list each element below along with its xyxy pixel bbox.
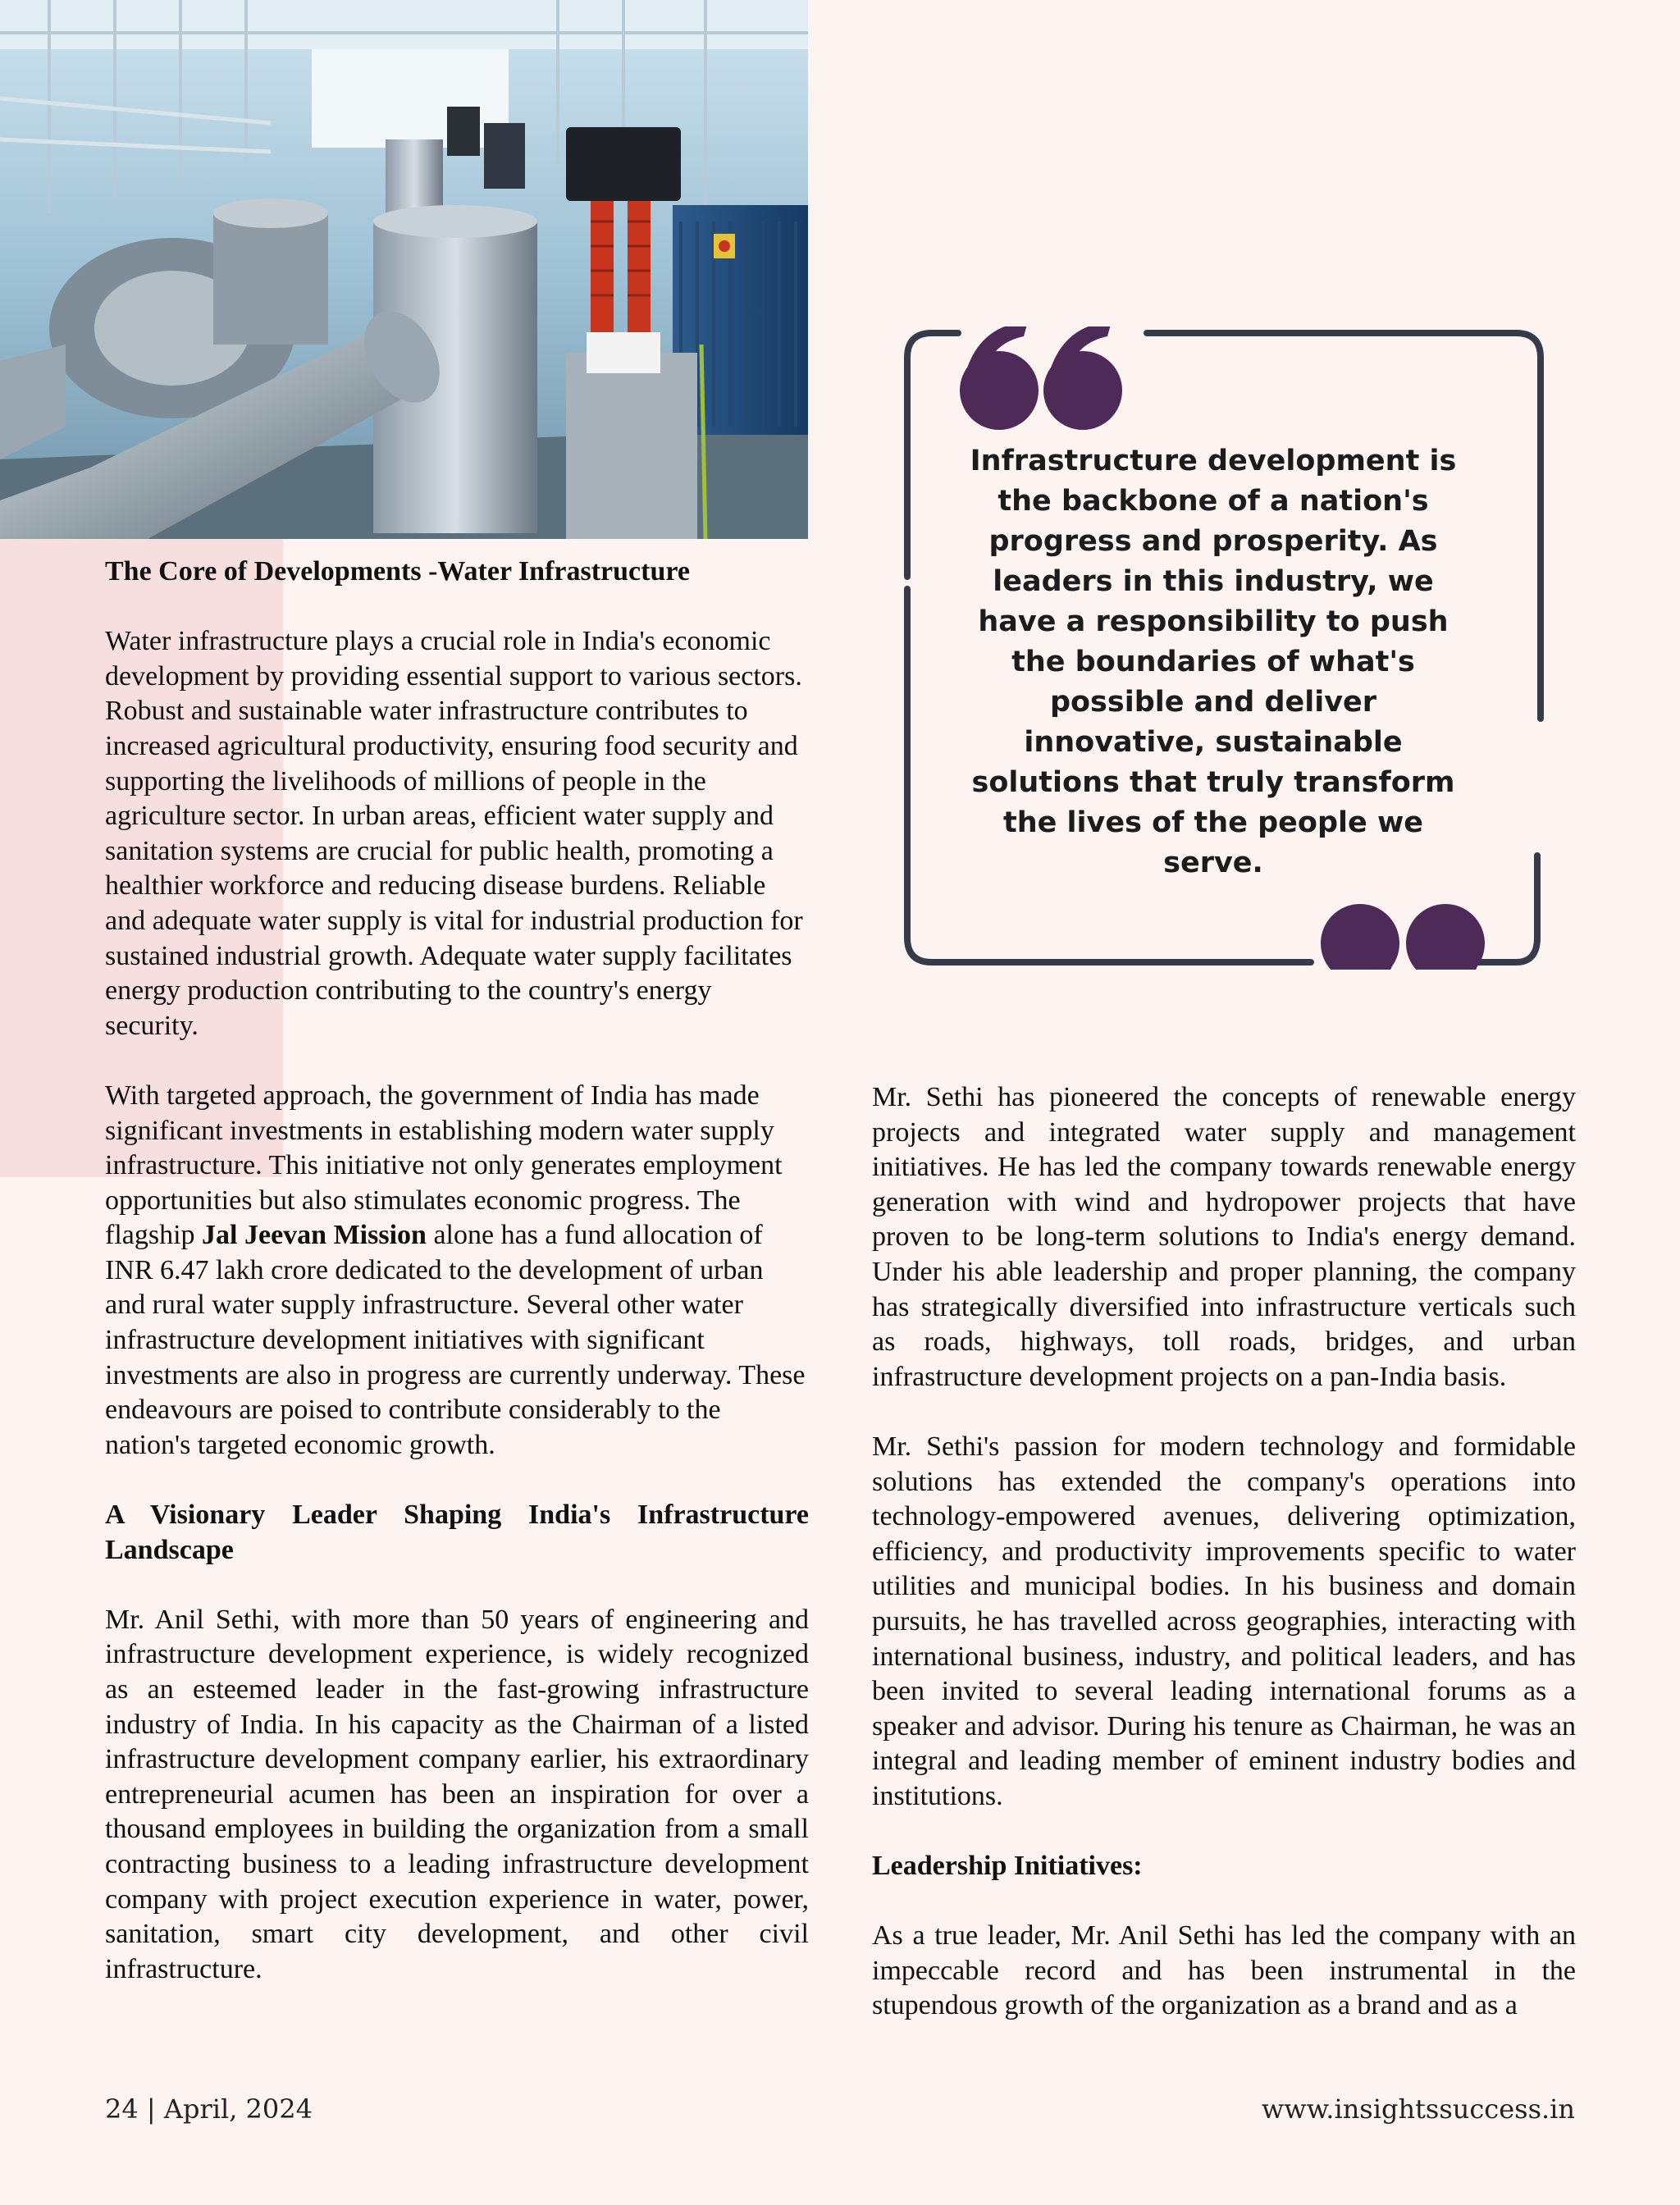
- paragraph-renewable-energy: Mr. Sethi has pioneered the concepts of renewable energy projects and integrated water supply and management initiatives. He has led the company towards renewable energy generation with wind and hydropower projects that have proven to be long-term solutions to India's energy demand. Under his able leadership and proper planning, the company has strategically diversified into infrastructure verticals such as roads, highways, toll roads, bridges, and urban infrastructure development projects on a pan-India basis.: [872, 1082, 1576, 1392]
- heading-visionary-leader: A Visionary Leader Shaping India's Infrastructure Landscape: [105, 1500, 809, 1565]
- jal-jeevan-mission-text: Jal Jeevan Mission: [202, 1220, 427, 1251]
- pull-quote-text: Infrastructure development is the backbone of a nation's progress and prosperity. As leaders in this industry, we have a responsibility to push the boundaries of what's possible and deliver innovative, sustainable solutions that truly transform the lives of the people we serve.: [970, 445, 1457, 879]
- open-quote-icon: [960, 326, 1122, 430]
- footer-page-info: 24 | April, 2024: [105, 2093, 313, 2125]
- paragraph-government-investment-part1: With targeted approach, the government of India has made significant investments in establishing modern water supply infrastructure. This initiative not only generates employment opportunities but also stimulates economic progress. The flagship: [105, 1080, 783, 1251]
- paragraph-modern-technology: Mr. Sethi's passion for modern technology and formidable solutions has extended the company's operations into technology-empowered avenues, delivering optimization, efficiency, and productivity improvements specific to water utilities and municipal bodies. In his business and domain pursuits, he has travelled across geographies, interacting with international business, industry, and political leaders, and has been invited to several leading international forums as a speaker and advisor. During his tenure as Chairman, he was an integral and leading member of eminent industry bodies and institutions.: [872, 1431, 1576, 1811]
- paragraph-water-infrastructure: Water infrastructure plays a crucial role in India's economic development by providing essential support to various sectors. Robust and sustainable water infrastructure contributes to increased agricultural productivity, ensuring food security and supporting the livelihoods of millions of people in the agriculture sector. In urban areas, efficient water supply and sanitation systems are crucial for public health, promoting a healthier workforce and reducing disease burdens. Reliable and adequate water supply is vital for industrial production for sustained industrial growth. Adequate water supply facilitates energy production contributing to the country's energy security.: [105, 626, 803, 1041]
- heading-leadership-initiatives: Leadership Initiatives:: [872, 1851, 1143, 1882]
- footer-website-link[interactable]: www.insightssuccess.in: [1261, 2093, 1575, 2125]
- heading-water-infrastructure: The Core of Developments -Water Infrastructure: [105, 556, 690, 587]
- paragraph-government-investment-part2: alone has a fund allocation of INR 6.47 lakh crore dedicated to the development of urban and rural water supply infrastructure. Several other water infrastructure development initiatives with significant investments are also in progress are currently underway. These endeavours are poised to contribute considerably to the nation's targeted economic growth.: [105, 1220, 806, 1460]
- paragraph-true-leader: As a true leader, Mr. Anil Sethi has led the company with an impeccable record and has been instrumental in the stupendous growth of the organization as a brand and as a: [872, 1920, 1576, 2021]
- left-column: [105, 555, 809, 1987]
- water-pumping-station-photo: [0, 0, 808, 539]
- paragraph-anil-sethi-intro: Mr. Anil Sethi, with more than 50 years of engineering and infrastructure development experience, is widely recognized as an esteemed leader in the fast-growing infrastructure industry of India. In his capacity as the Chairman of a listed infrastructure development company earlier, his extraordinary entrepreneurial acumen has been an inspiration for over a thousand employees in building the organization from a small contracting business to a leading infrastructure development company with project execution experience in water, power, sanitation, smart city development, and other civil infrastructure.: [105, 1604, 809, 1984]
- paragraph-government-investment: [105, 1079, 809, 1463]
- right-column: [872, 1080, 1576, 2024]
- close-quote-icon: [1321, 904, 1485, 970]
